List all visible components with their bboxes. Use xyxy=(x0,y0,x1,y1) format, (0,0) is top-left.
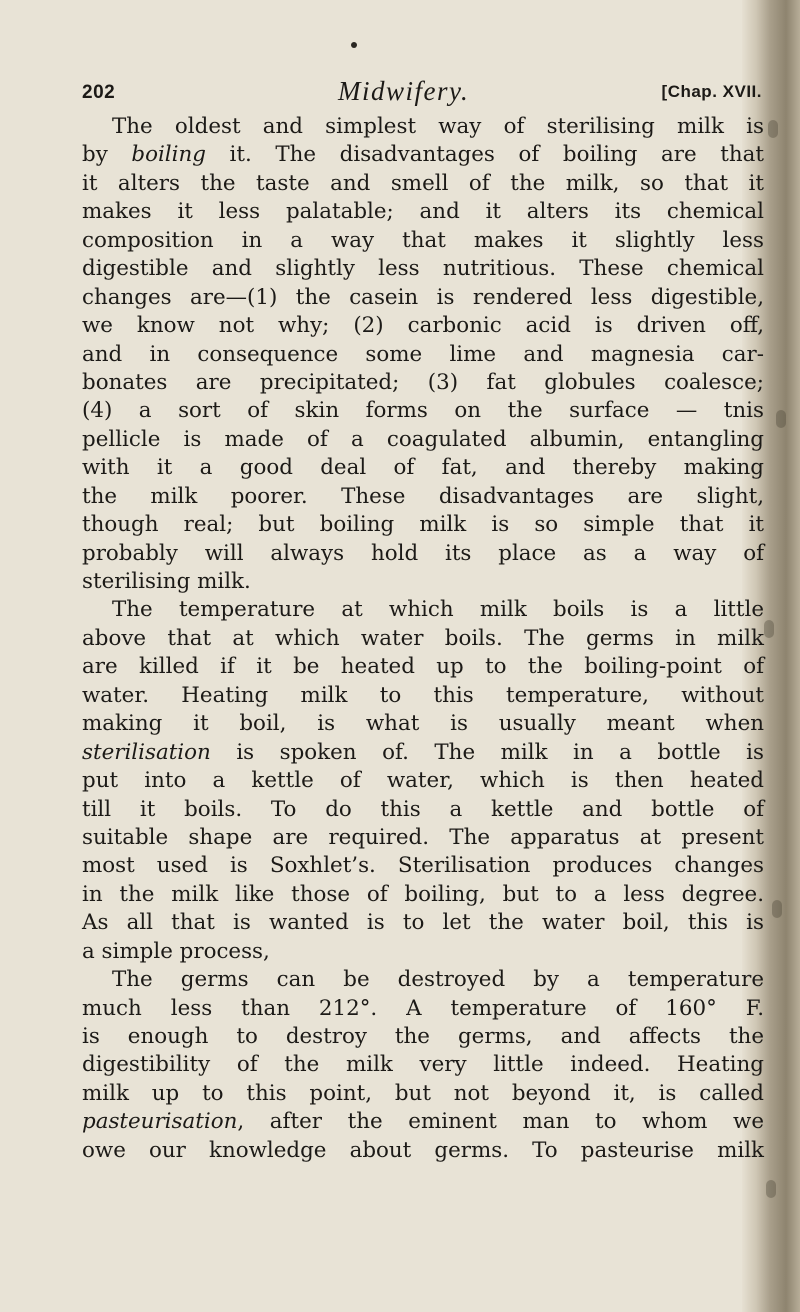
text-line: probably will always hold its place as a way of xyxy=(82,540,764,566)
chapter-label: [Chap. XVII. xyxy=(661,82,762,101)
text-line: put into a kettle of water, which is then heated xyxy=(82,768,764,794)
text-line: changes are—(1) the casein is rendered less digestible, xyxy=(82,284,764,310)
edge-stain xyxy=(764,620,774,638)
text-line: the milk poorer. These disadvantages are slight, xyxy=(82,483,764,509)
text-line: bonates are precipitated; (3) fat globules coalesce; xyxy=(82,369,764,395)
text-line: in the milk like those of boiling, but to a less degree. xyxy=(82,881,764,907)
text-line: making it boil, is what is usually meant when xyxy=(82,711,764,737)
page-header xyxy=(82,76,762,110)
text-line: though real; but boiling milk is so simple that it xyxy=(82,512,764,538)
text-line: sterilising milk. xyxy=(82,569,251,594)
text-line: are killed if it be heated up to the boiling-point of xyxy=(82,654,764,680)
text-line: is enough to destroy the germs, and affects the xyxy=(82,1024,764,1049)
text-line: composition in a way that makes it slightly less xyxy=(82,227,764,253)
text-line: The oldest and simplest way of sterilising milk is xyxy=(112,114,764,139)
text-line: sterilisation is spoken of. The milk in a bottle is xyxy=(82,739,764,765)
text-line: digestibility of the milk very little indeed. Heating xyxy=(82,1052,764,1078)
text-line: digestible and slightly less nutritious. These chemical xyxy=(82,256,764,282)
text-line: a simple process, xyxy=(82,938,270,964)
text-line: we know not why; (2) carbonic acid is driven off, xyxy=(82,313,764,339)
edge-stain xyxy=(766,1180,776,1198)
text-line: pellicle is made of a coagulated albumin, entangling xyxy=(82,426,764,452)
text-line: The germs can be destroyed by a temperature xyxy=(112,967,764,993)
text-line: and in consequence some lime and magnesia car- xyxy=(82,341,764,367)
text-line: water. Heating milk to this temperature, without xyxy=(82,682,764,708)
text-line: milk up to this point, but not beyond it, is called xyxy=(82,1080,764,1106)
text-line: The temperature at which milk boils is a little xyxy=(112,597,764,623)
edge-stain xyxy=(772,900,782,918)
text-line: (4) a sort of skin forms on the surface — tnis xyxy=(82,398,764,424)
text-line: As all that is wanted is to let the water boil, this is xyxy=(82,910,764,936)
ink-dot xyxy=(351,42,357,48)
text-line: till it boils. To do this a kettle and bottle of xyxy=(82,796,764,822)
edge-stain xyxy=(776,410,786,428)
text-line: above that at which water boils. The germs in milk xyxy=(82,625,764,651)
text-line: owe our knowledge about germs. To pasteurise milk xyxy=(82,1137,764,1163)
body-text xyxy=(82,113,764,1165)
text-line: it alters the taste and smell of the milk, so that it xyxy=(82,170,764,196)
text-line: by boiling it. The disadvantages of boiling are that xyxy=(82,142,764,168)
text-line: pasteurisation, after the eminent man to whom we xyxy=(82,1109,764,1135)
text-line: most used is Soxhlet’s. Sterilisation produces changes xyxy=(82,853,764,879)
text-line: much less than 212°. A temperature of 160° F. xyxy=(82,995,764,1021)
italic-term: pasteurisation xyxy=(82,1109,238,1135)
text-line: suitable shape are required. The apparatus at present xyxy=(82,824,764,850)
text-line: makes it less palatable; and it alters its chemical xyxy=(82,199,764,225)
running-title: Midwifery. xyxy=(338,76,470,106)
italic-term: sterilisation xyxy=(82,739,211,765)
italic-term: boiling xyxy=(131,142,206,168)
text-line: with it a good deal of fat, and thereby making xyxy=(82,455,764,481)
edge-stain xyxy=(768,120,778,138)
page-number: 202 xyxy=(82,82,116,103)
